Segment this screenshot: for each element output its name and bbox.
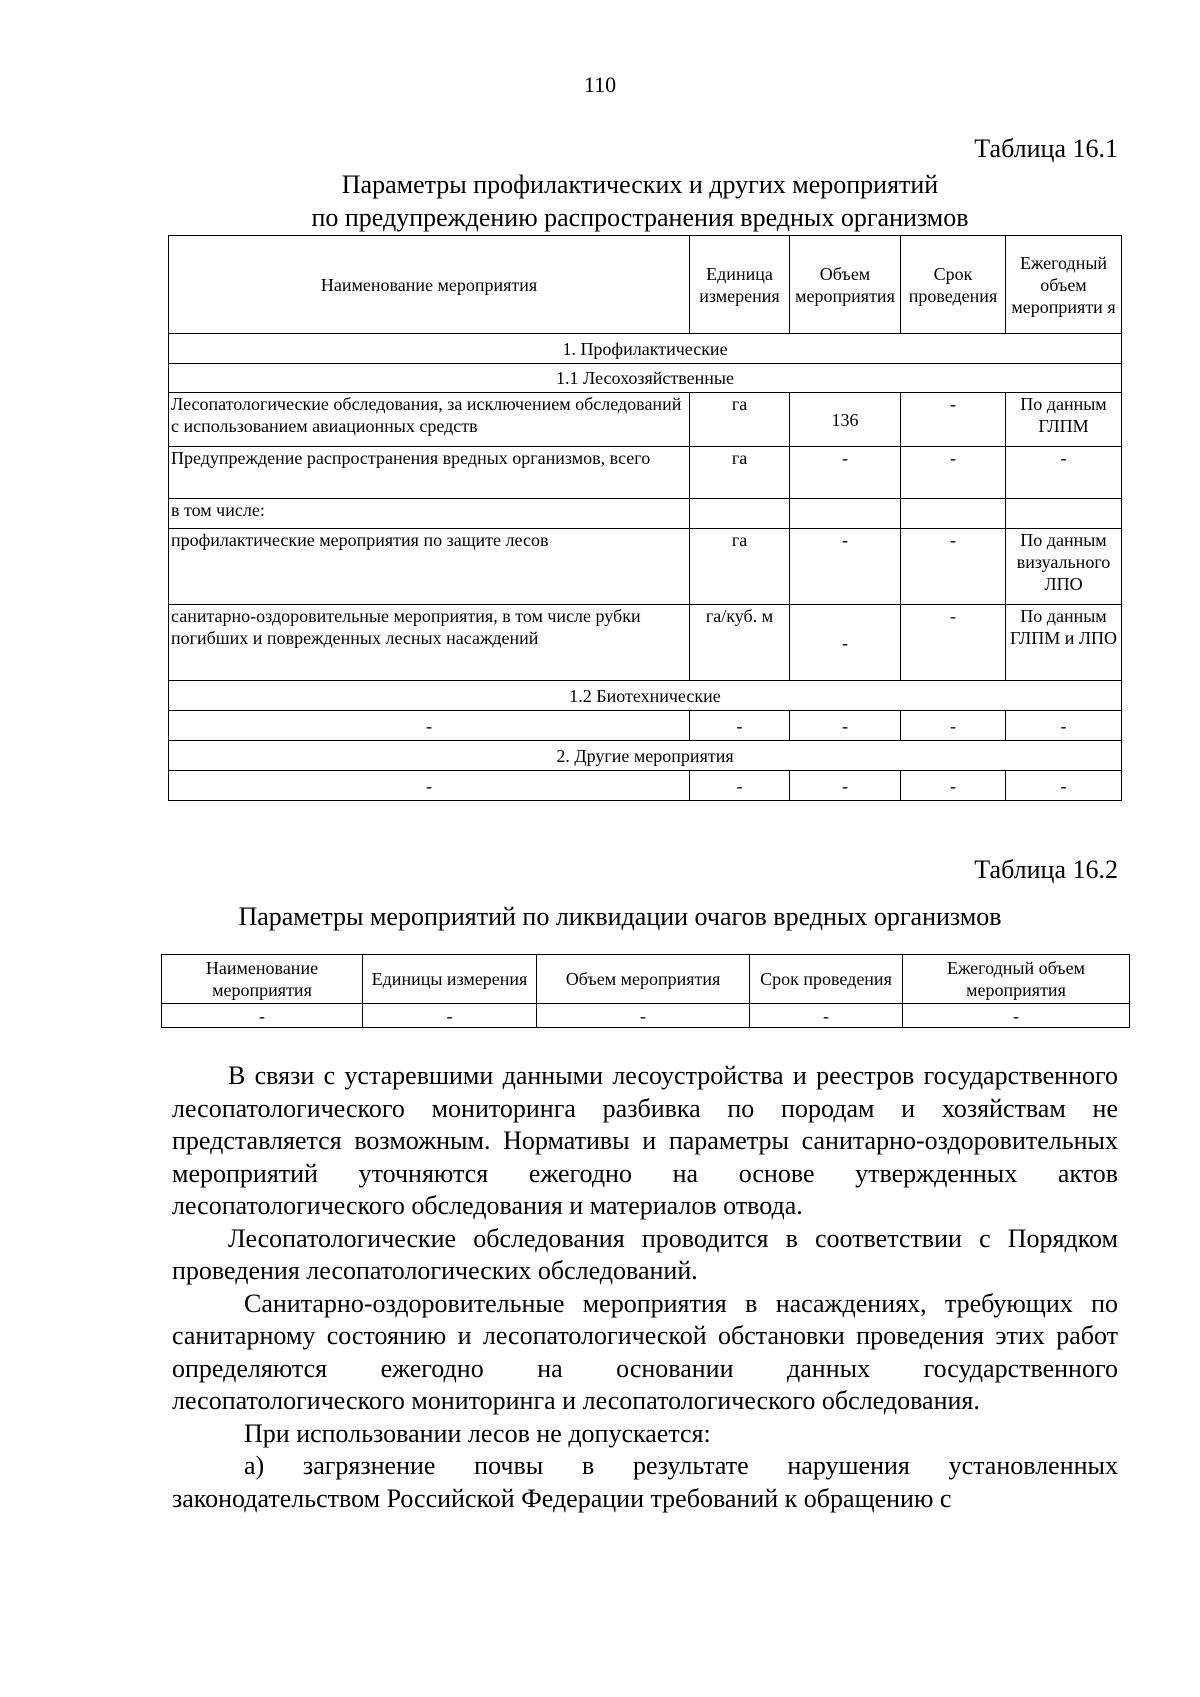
table-row [169,499,1122,529]
row-annual: По данным ГЛПМ [1006,393,1122,447]
header-term: Срок проведения [750,955,903,1004]
section-1-label: 1. Профилактические [169,334,1122,364]
section-1-1-label: 1.1 Лесохозяйственные [169,364,1122,393]
row-unit: га [690,393,790,447]
row-annual: По данным визуального ЛПО [1006,529,1122,605]
row-unit: - [363,1004,537,1028]
paragraph: При использовании лесов не допускается: [244,1418,711,1448]
row-term [901,499,1006,529]
row-volume: - [537,1004,750,1028]
row-term: - [901,447,1006,499]
row-volume: - [790,711,901,741]
header-annual: Ежегодный объем мероприяти я [1006,236,1122,334]
row-unit: га/куб. м [690,605,790,681]
table-header-row [162,955,1130,1004]
header-name: Наименование мероприятия [169,236,690,334]
table-row [169,529,1122,605]
body-text [172,1060,1118,1515]
row-name: Лесопатологические обследования, за исключением обследований с использованием авиационных средств [169,393,690,447]
section-1-2-label: 1.2 Биотехнические [169,681,1122,711]
row-term: - [901,771,1006,801]
table-row [169,771,1122,801]
row-volume: - [790,529,901,605]
table-row [169,447,1122,499]
header-annual: Ежегодный объем мероприятия [903,955,1130,1004]
row-name: в том числе: [169,499,690,529]
row-annual [1006,499,1122,529]
row-name: - [169,711,690,741]
section-row [169,364,1122,393]
section-2-label: 2. Другие мероприятия [169,741,1122,771]
table-16-1-title-line1: Параметры профилактических и других мероприятий [341,170,939,199]
row-unit: - [690,711,790,741]
table-16-2-caption: Таблица 16.2 [974,855,1118,884]
row-name: профилактические мероприятия по защите лесов [169,529,690,605]
row-term: - [901,529,1006,605]
paragraph: Санитарно-оздоровительные мероприятия в насаждениях, требующих по санитарному состоянию и лесопатологической обстановки проведения этих работ определяются ежегодно на основании данных государственного лесопатологического мониторинга и лесопатологического обследования. [172,1288,1118,1415]
section-row [169,334,1122,364]
row-annual: - [1006,771,1122,801]
header-unit: Единица измерения [690,236,790,334]
row-term: - [750,1004,903,1028]
row-annual: - [903,1004,1130,1028]
row-term: - [901,393,1006,447]
paragraph: а) загрязнение почвы в результате нарушения установленных законодательством Российской Федерации требований к обращению с [172,1451,1118,1513]
table-row [162,1004,1130,1028]
row-term: - [901,605,1006,681]
row-unit: га [690,447,790,499]
page-number: 110 [583,72,617,97]
table-row [169,711,1122,741]
row-name: - [169,771,690,801]
row-unit: - [690,771,790,801]
row-annual: - [1006,447,1122,499]
row-name: санитарно-оздоровительные мероприятия, в том числе рубки погибших и поврежденных лесных насаждений [169,605,690,681]
row-term: - [901,711,1006,741]
table-header-row [169,236,1122,334]
row-volume: - [790,605,901,681]
header-unit: Единицы измерения [363,955,537,1004]
table-row [169,605,1122,681]
row-name: - [162,1004,363,1028]
row-volume: - [790,447,901,499]
paragraph: Лесопатологические обследования проводится в соответствии с Порядком проведения лесопатологических обследований. [172,1223,1118,1285]
header-term: Срок проведения [901,236,1006,334]
table-16-2-title: Параметры мероприятий по ликвидации очагов вредных организмов [238,902,1002,931]
header-name: Наименование мероприятия [162,955,363,1004]
header-volume: Объем мероприятия [537,955,750,1004]
section-row [169,681,1122,711]
row-volume: - [790,771,901,801]
header-volume: Объем мероприятия [790,236,901,334]
row-name: Предупреждение распространения вредных организмов, всего [169,447,690,499]
table-16-1-title-line2: по предупреждению распространения вредных организмов [311,203,969,232]
table-row [169,393,1122,447]
row-volume: 136 [790,393,901,447]
table-16-1-title [160,168,1120,234]
table-16-1-caption: Таблица 16.1 [974,134,1118,163]
section-row [169,741,1122,771]
paragraph: В связи с устаревшими данными лесоустройства и реестров государственного лесопатологического мониторинга разбивка по породам и хозяйствам не представляется возможным. Нормативы и параметры санитарно-оздоровительных мероприятий уточняются ежегодно на основе утвержденных актов лесопатологического обследования и материалов отвода. [172,1061,1118,1220]
row-annual: По данным ГЛПМ и ЛПО [1006,605,1122,681]
row-volume [790,499,901,529]
table-16-1 [168,235,1122,801]
row-unit: га [690,529,790,605]
table-16-2 [161,954,1130,1028]
row-annual: - [1006,711,1122,741]
row-unit [690,499,790,529]
